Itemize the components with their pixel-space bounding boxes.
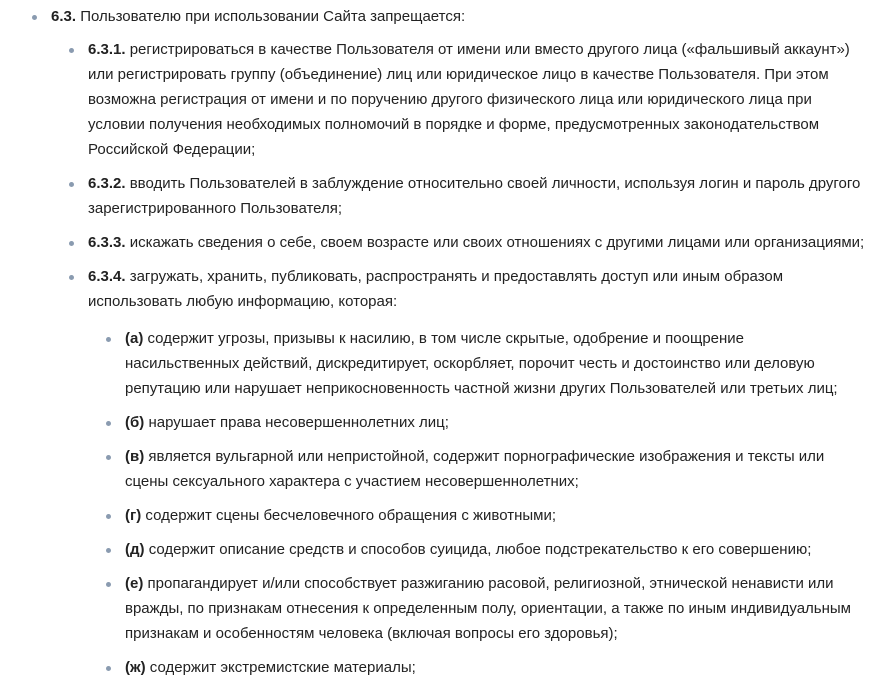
bullet-icon (106, 582, 111, 587)
subclause-g (88, 503, 870, 528)
subclause-text: содержит описание средств и способов суицида, любое подстрекательство к его совершению; (148, 541, 812, 558)
bullet-icon (106, 548, 111, 553)
bullet-icon (106, 337, 111, 342)
clause-text: искажать сведения о себе, своем возрасте или своих отношениях с другими лицами или организациями; (129, 234, 865, 251)
bullet-icon (69, 275, 74, 280)
clause-number: 6.3.3. (88, 234, 126, 251)
subclause-a (88, 326, 870, 401)
subclause-letter: (г) (125, 507, 142, 524)
clause-6-3-3 (51, 230, 878, 255)
bullet-icon (106, 421, 111, 426)
section-text: Пользователю при использовании Сайта запрещается: (80, 8, 466, 25)
clause-text: регистрироваться в качестве Пользователя от имени или вместо другого лица («фальшивый аккаунт») или регистрировать группу (объединение) лиц или юридическое лицо в качестве Пользователя. При этом возможна регистрация от имени и по поручению другого физического лица или юридического лица при условии получения необходимых полномочий в порядке и форме, предусмотренных законодательством Российской Федерации; (88, 41, 850, 158)
subclause-letter: (ж) (125, 659, 146, 676)
clause-text: вводить Пользователей в заблуждение относительно своей личности, используя логин и пароль другого зарегистрированного Пользователя; (88, 175, 861, 217)
bullet-icon (106, 666, 111, 671)
subclause-letter: (в) (125, 448, 145, 465)
subclause-zh (88, 655, 870, 680)
subclause-text: пропагандирует и/или способствует разжиганию расовой, религиозной, этнической ненависти или вражды, по признакам отнесения к определенным полу, ориентации, а также по иным индивидуальным признакам и особенностям человека (включая вопросы его здоровья); (125, 575, 851, 642)
bullet-icon (69, 48, 74, 53)
bullet-icon (69, 241, 74, 246)
clause-6-3-1 (51, 37, 878, 162)
subclause-letter: (е) (125, 575, 144, 592)
clause-text: загружать, хранить, публиковать, распространять и предоставлять доступ или иным образом использовать любую информацию, которая: (88, 268, 784, 310)
subclause-b (88, 410, 870, 435)
subclause-e (88, 571, 870, 646)
subclause-letter: (д) (125, 541, 145, 558)
subclause-letter: (а) (125, 330, 144, 347)
subclause-d (88, 537, 870, 562)
clause-number: 6.3.2. (88, 175, 126, 192)
clause-6-3-2 (51, 171, 878, 221)
clause-list (51, 37, 878, 680)
subclause-text: является вульгарной или непристойной, содержит порнографические изображения и тексты или сцены сексуального характера с участием несовершеннолетних; (125, 448, 825, 490)
clause-number: 6.3.1. (88, 41, 126, 58)
subclause-v (88, 444, 870, 494)
subclause-text: содержит экстремистские материалы; (149, 659, 416, 676)
bullet-icon (32, 15, 37, 20)
subclause-text: нарушает права несовершеннолетних лиц; (148, 414, 449, 431)
bullet-icon (69, 182, 74, 187)
clause-6-3-4 (51, 264, 878, 680)
bullet-icon (106, 514, 111, 519)
subclause-letter: (б) (125, 414, 145, 431)
bullet-icon (106, 455, 111, 460)
subclause-list (88, 326, 870, 680)
subclause-text: содержит угрозы, призывы к насилию, в том числе скрытые, одобрение и поощрение насильственных действий, дискредитирует, оскорбляет, порочит честь и достоинство или деловую репутацию или нарушает неприкосновенность частной жизни других Пользователей или третьих лиц; (125, 330, 838, 397)
clause-number: 6.3.4. (88, 268, 126, 285)
subclause-text: содержит сцены бесчеловечного обращения с животными; (145, 507, 557, 524)
section-number: 6.3. (51, 8, 77, 25)
